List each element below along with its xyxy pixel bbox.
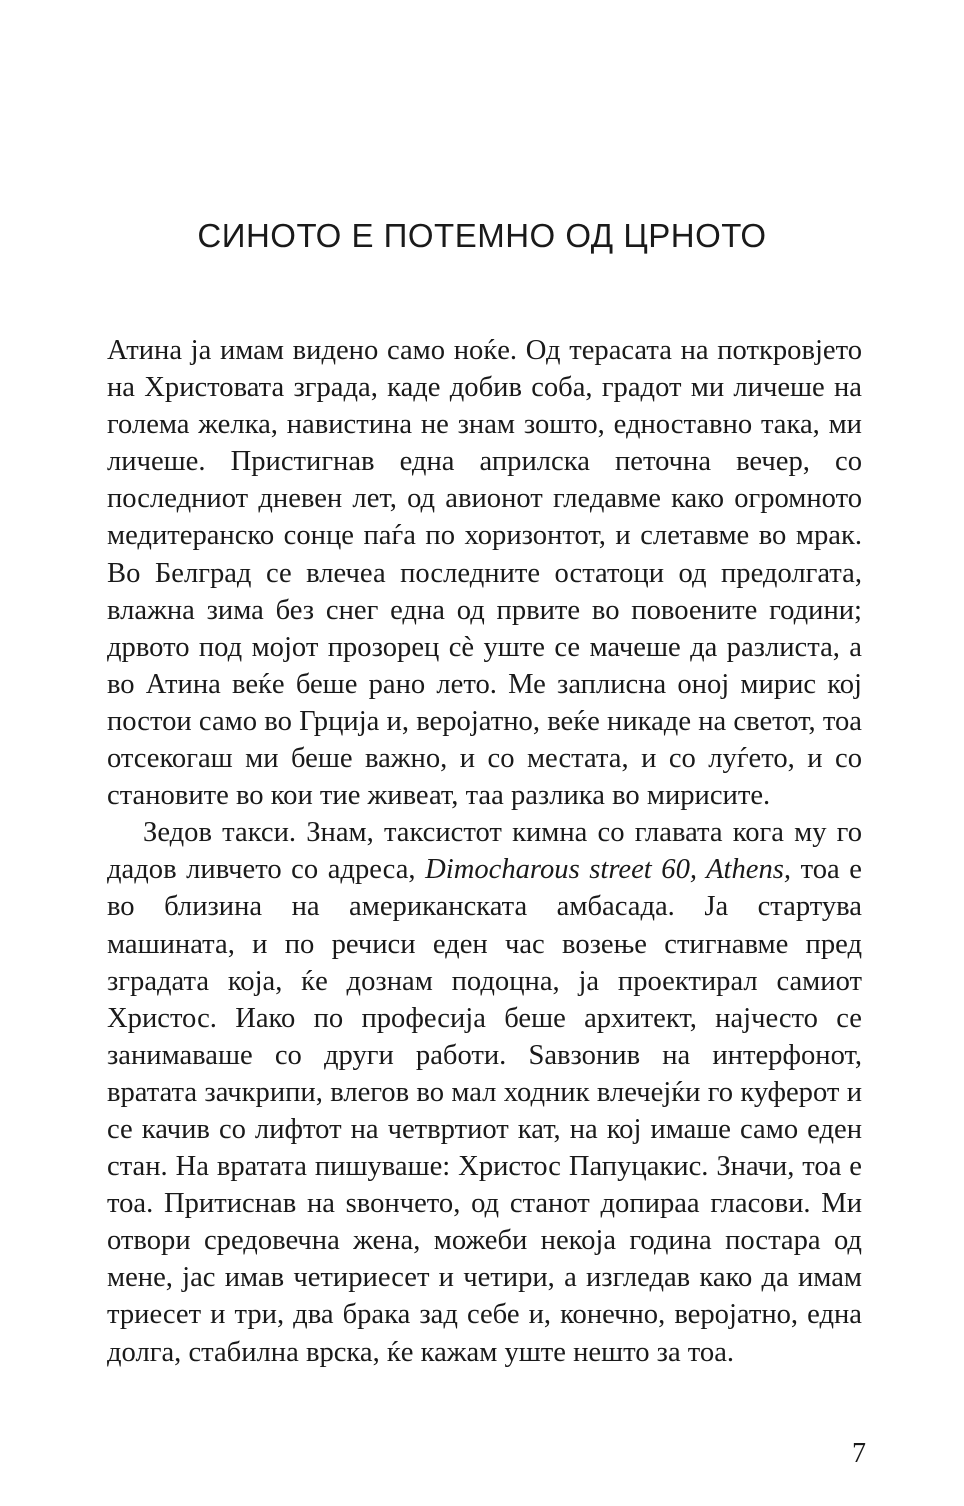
paragraph-2-start: Зедов такси. Знам, таксистот кимна со главата кога му го дадов ливчето со адреса, [107, 817, 862, 886]
paragraph-2 [107, 814, 862, 1370]
page-number: 7 [852, 1438, 866, 1469]
body-text [107, 332, 862, 1371]
chapter-title: СИНОТО Е ПОТЕМНО ОД ЦРНОТО [197, 217, 767, 254]
paragraph-1: Атина ја имам видено само ноќе. Од терасата на поткровјето на Христовата зграда, каде добив соба, градот ми личеше на голема желка, навистина не знам зошто, едноставно така, ми личеше. Пристигнав една априлска петочна вечер, со последниот дневен лет, од авионот гледавме како огромното медитеранско сонце паѓа по хоризонтот, и слетавме во мрак. Во Белград се влечеа последните остатоци од предолгата, влажна зима без снег една од првите во повоените години; дрвото под мојот прозорец сè уште се мачеше да разлиста, а во Атина веќе беше рано лето. Ме заплисна оној мирис кој постои само во Грција и, веројатно, веќе никаде на светот, тоа отсекогаш ми беше важно, и со местата, и со луѓето, и со становите во кои тие живеат, таа разлика во мирисите. [107, 335, 862, 812]
paragraph-2-end: тоа е во близина на американската амбасада. Ја стартува машината, и по речиси еден час возење стигнавме пред зградата која, ќе дознам подоцна, ја проектирал самиот Христос. Иако по професија беше архитект, најчесто се занимаваше со други работи. Ѕавзонив на интерфонот, вратата зачкрипи, влегов во мал ходник влечејќи го куферот и се качив со лифтот на четвртиот кат, на кој имаше само еден стан. На вратата пишуваше: Христос Папуцакис. Значи, тоа е тоа. Притиснав на ѕвончето, од станот допираа гласови. Ми отвори средовечна жена, можеби некоја година постара од мене, јас имав четириесет и четири, а изгледав како да имам триесет и три, два брака зад себе и, конечно, веројатно, една долга, стабилна врска, ќе кажам уште нешто за тоа. [107, 854, 862, 1368]
address-italic: Dimocharous street 60, Athens, [425, 854, 792, 886]
